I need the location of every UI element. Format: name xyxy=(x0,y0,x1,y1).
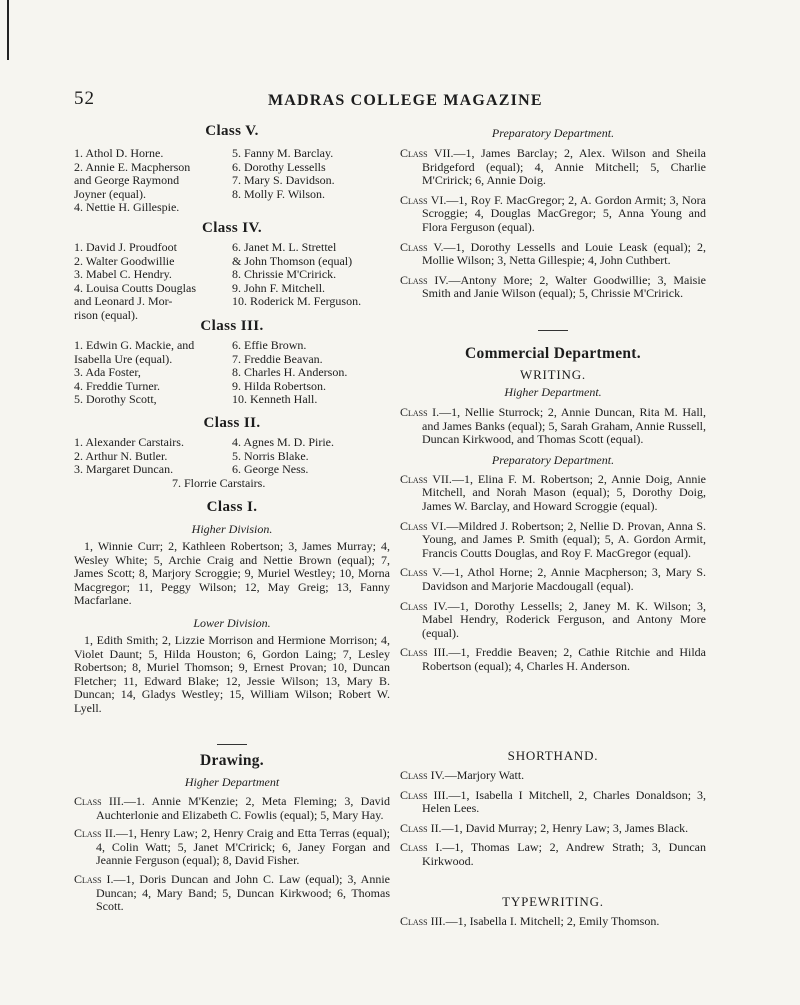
higher-division-text: 1, Winnie Curr; 2, Kathleen Robertson; 3, James Murray; 4, Wesley White; 5, Archie Craig and Nettie Brown (equal); 7, James Scott; 8, Marjory Scroggie; 9, Muriel Westley; 10, Morna Macgregor; 11, Peggy Wilson; 12, May Greig; 13, Fanny Macfarlane. xyxy=(74,539,390,608)
writing-heading: WRITING. xyxy=(520,367,586,382)
class-ii-section xyxy=(74,415,390,490)
writing-prep-class-vii xyxy=(400,473,706,514)
prep-department-label: Preparatory Department. xyxy=(491,452,615,467)
prep-class-iv xyxy=(400,274,706,301)
drawing-section xyxy=(74,752,390,914)
shorthand-class-i xyxy=(400,841,706,868)
shorthand-section xyxy=(400,748,706,869)
class-results: —1, Henry Law; 2, Henry Craig and Etta Terras (equal); 4, Colin Watt; 5, Janet M'Cririck; 6, Janey Forgan and Jeannie Ferguson (equal); 8, David Fisher. xyxy=(96,826,390,868)
writing-prep-class-iii xyxy=(400,646,706,673)
prep-department-heading: Preparatory Department. xyxy=(491,126,615,140)
class-label: Class IV. xyxy=(400,768,445,782)
list-item: 2. Annie E. Macpherson xyxy=(74,159,191,174)
list-item: 1. Edwin G. Mackie, and xyxy=(74,338,195,352)
class-results: —1, David Murray; 2, Henry Law; 3, James Black. xyxy=(441,820,689,835)
list-item: 1. David J. Proudfoot xyxy=(74,240,177,254)
class-results: —Antony More; 2, Walter Goodwillie; 3, Maisie Smith and Janie Wilson (equal); 5, Chrissie M'Cririck. xyxy=(422,272,707,301)
list-item: rison (equal). xyxy=(74,307,138,322)
class-iii-section xyxy=(74,318,390,407)
class-results: —1, Dorothy Lessells; 2, Janey M. K. Wilson; 3, Mabel Hendry, Roderick Ferguson, and Antony More (equal). xyxy=(422,598,707,640)
drawing-subheading: Higher Department xyxy=(184,775,280,789)
lower-division-label: Lower Division. xyxy=(193,615,271,630)
higher-division-label: Higher Division. xyxy=(191,522,273,536)
class-results: —1, James Barclay; 2, Alex. Wilson and Sheila Bridgeford (equal); 4, Annie Mitchell; 5, Charlie M'Cririck; 6, Annie Doig. xyxy=(422,146,706,188)
list-item: 4. Nettie H. Gillespie. xyxy=(74,200,180,215)
class-i-heading: Class I. xyxy=(206,499,258,515)
list-item: 4. Agnes M. D. Pirie. xyxy=(232,435,334,449)
drawing-class-iii xyxy=(74,795,390,822)
writing-prep-class-iv xyxy=(400,600,706,641)
list-item: 5. Fanny M. Barclay. xyxy=(232,146,334,160)
class-label: Class II. xyxy=(400,820,442,835)
list-item: 5. Dorothy Scott, xyxy=(74,392,157,407)
running-head: MADRAS COLLEGE MAGAZINE xyxy=(268,92,543,109)
prep-class-v xyxy=(400,241,706,268)
class-label: Class VII. xyxy=(400,146,454,160)
prep-class-vi xyxy=(400,194,706,235)
class-results: —1, Dorothy Lessells and Louie Leask (equal); 2, Mollie Wilson; 3, Netta Gillespie; 4, John Cuthbert. xyxy=(422,239,707,268)
typewriting-heading: TYPEWRITING. xyxy=(502,894,604,909)
typewriting-class-iii xyxy=(400,915,706,929)
list-item: 8. Charles H. Anderson. xyxy=(232,365,348,380)
section-divider xyxy=(538,330,568,331)
class-label: Class VII. xyxy=(400,471,452,486)
list-item: 6. Janet M. L. Strettel xyxy=(232,240,337,254)
class-v-heading: Class V. xyxy=(205,123,259,139)
class-results: —1, Freddie Beaven; 2, Cathie Ritchie and Hilda Robertson (equal); 4, Charles H. Anderson. xyxy=(422,645,706,673)
list-item: 2. Arthur N. Butler. xyxy=(74,448,168,463)
class-iv-heading: Class IV. xyxy=(201,220,262,236)
class-ii-heading: Class II. xyxy=(203,415,261,431)
class-v-list xyxy=(74,147,390,215)
writing-prep-class-vi xyxy=(400,520,706,561)
list-item: 9. John F. Mitchell. xyxy=(232,280,326,295)
class-label: Class II. xyxy=(74,826,116,841)
list-item: 1. Alexander Carstairs. xyxy=(74,435,184,449)
class-v-section xyxy=(74,123,390,215)
list-item: 8. Molly F. Wilson. xyxy=(232,186,326,201)
list-item: 4. Freddie Turner. xyxy=(74,378,161,393)
class-iii-list xyxy=(74,339,390,407)
commercial-heading: Commercial Department. xyxy=(465,345,641,362)
class-results: —1, Isabella I. Mitchell; 2, Emily Thomson. xyxy=(445,914,660,928)
list-item: 6. George Ness. xyxy=(232,462,309,477)
shorthand-heading: SHORTHAND. xyxy=(507,748,599,763)
class-results: —1, Athol Horne; 2, Annie Macpherson; 3, Mary S. Davidson and Marjorie Macdougall (equal). xyxy=(422,565,706,593)
shorthand-class-iii xyxy=(400,789,706,816)
class-results: —1, Thomas Law; 2, Andrew Strath; 3, Duncan Kirkwood. xyxy=(422,840,706,868)
class-iii-heading: Class III. xyxy=(200,318,264,334)
class-label: Class V. xyxy=(400,239,444,254)
class-results: —1, Elina F. M. Robertson; 2, Annie Doig, Annie Mitchell, and Norah Mason (equal); 5, Dorothy Doig, James W. Barclay, and Howard Scroggie (equal). xyxy=(422,471,706,513)
list-item: 5. Norris Blake. xyxy=(232,448,309,463)
class-results: —1, Isabella I Mitchell, 2, Charles Donaldson; 3, Helen Lees. xyxy=(422,787,707,816)
class-label: Class III. xyxy=(74,794,124,808)
prep-class-vii xyxy=(400,147,706,188)
class-label: Class V. xyxy=(400,565,443,580)
section-divider xyxy=(217,744,247,745)
class-label: Class III. xyxy=(400,914,446,928)
writing-prep-class-v xyxy=(400,566,706,593)
class-results: —1, Nellie Sturrock; 2, Annie Duncan, Rita M. Hall, and James Banks (equal); 5, Sarah Graham, Annie Russell, Duncan Kirkwood, and Thomas Scott (equal). xyxy=(422,405,707,447)
shorthand-class-iv xyxy=(400,769,706,783)
class-ii-list xyxy=(74,436,390,477)
class-label: Class VI. xyxy=(400,518,447,533)
list-item: 7. Mary S. Davidson. xyxy=(232,173,335,188)
shorthand-class-ii xyxy=(400,822,706,836)
page-number: 52 xyxy=(74,88,95,109)
list-item: and Leonard J. Mor- xyxy=(74,294,173,309)
drawing-class-ii xyxy=(74,827,390,868)
class-label: Class III. xyxy=(400,787,449,802)
list-item: 10. Kenneth Hall. xyxy=(232,392,318,407)
commercial-department-section xyxy=(400,345,706,674)
list-item: Isabella Ure (equal). xyxy=(74,351,173,366)
list-item: 3. Ada Foster, xyxy=(74,365,141,380)
class-results: —Mildred J. Robertson; 2, Nellie D. Provan, Anna S. Young, and James P. Smith (equal); 5, A. Gordon Armit, Francis Coutts Douglas, and Roy F. MacGregor (equal). xyxy=(422,518,707,560)
list-item: 6. Effie Brown. xyxy=(232,338,307,352)
class-label: Class I. xyxy=(74,871,114,886)
class-iv-list xyxy=(74,241,390,323)
class-results: —1, Doris Duncan and John C. Law (equal); 3, Annie Duncan; 4, Mary Band; 5, Duncan Kirkwood; 6, Thomas Scott. xyxy=(96,871,390,914)
class-label: Class I. xyxy=(400,405,440,419)
class-label: Class VI. xyxy=(400,192,447,207)
class-results: —1, Roy F. MacGregor; 2, A. Gordon Armit; 3, Nora Scroggie; 4, Douglas MacGregor; 5, Anna Young and Flora Ferguson (equal). xyxy=(422,192,706,234)
list-item: 8. Chrissie M'Cririck. xyxy=(232,267,337,282)
list-item: 6. Dorothy Lessells xyxy=(232,159,326,174)
prep-department-section xyxy=(400,126,706,301)
list-item: and George Raymond xyxy=(74,173,180,188)
list-item: 10. Roderick M. Ferguson. xyxy=(232,294,362,309)
class-label: Class IV. xyxy=(400,598,448,613)
higher-department-label: Higher Department. xyxy=(504,385,602,399)
list-item xyxy=(232,201,382,215)
typewriting-section xyxy=(400,894,706,929)
list-item: 7. Freddie Beavan. xyxy=(232,351,323,366)
class-label: Class IV. xyxy=(400,272,449,287)
writing-class-i xyxy=(400,406,706,447)
class-label: Class III. xyxy=(400,645,449,660)
class-iv-section xyxy=(74,220,390,323)
class-label: Class I. xyxy=(400,840,443,855)
list-item: & John Thomson (equal) xyxy=(232,253,353,268)
list-item: 3. Mabel C. Hendry. xyxy=(74,267,172,282)
list-item: 9. Hilda Robertson. xyxy=(232,378,326,393)
list-item: 2. Walter Goodwillie xyxy=(74,253,175,268)
list-item: 7. Florrie Carstairs. xyxy=(172,475,266,490)
list-item: Joyner (equal). xyxy=(74,186,146,201)
class-i-section xyxy=(74,499,390,716)
list-item: 1. Athol D. Horne. xyxy=(74,146,164,160)
drawing-class-i xyxy=(74,873,390,914)
lower-division-text: 1, Edith Smith; 2, Lizzie Morrison and Hermione Morrison; 4, Violet Daunt; 5, Hilda Houston; 6, Gordon Laing; 7, Lesley Robertson; 8, Muriel Thomson; 9, Ernest Provan; 10, Duncan Fletcher; 11, Edward Blake; 12, Jessie Wilson; 13, Mary B. Duncan; 14, Gladys Westley; 15, William Wilson; Robert W. Lyell. xyxy=(74,632,390,715)
class-results: —Marjory Watt. xyxy=(444,768,525,782)
class-results: —1. Annie M'Kenzie; 2, Meta Fleming; 3, David Auchterlonie and Elizabeth C. Fowlis (equal); 5, Mary Hay. xyxy=(96,794,390,822)
list-item: 3. Margaret Duncan. xyxy=(74,462,174,477)
list-item: 4. Louisa Coutts Douglas xyxy=(74,280,196,295)
page-edge-line xyxy=(7,0,9,60)
drawing-heading: Drawing. xyxy=(200,752,264,769)
